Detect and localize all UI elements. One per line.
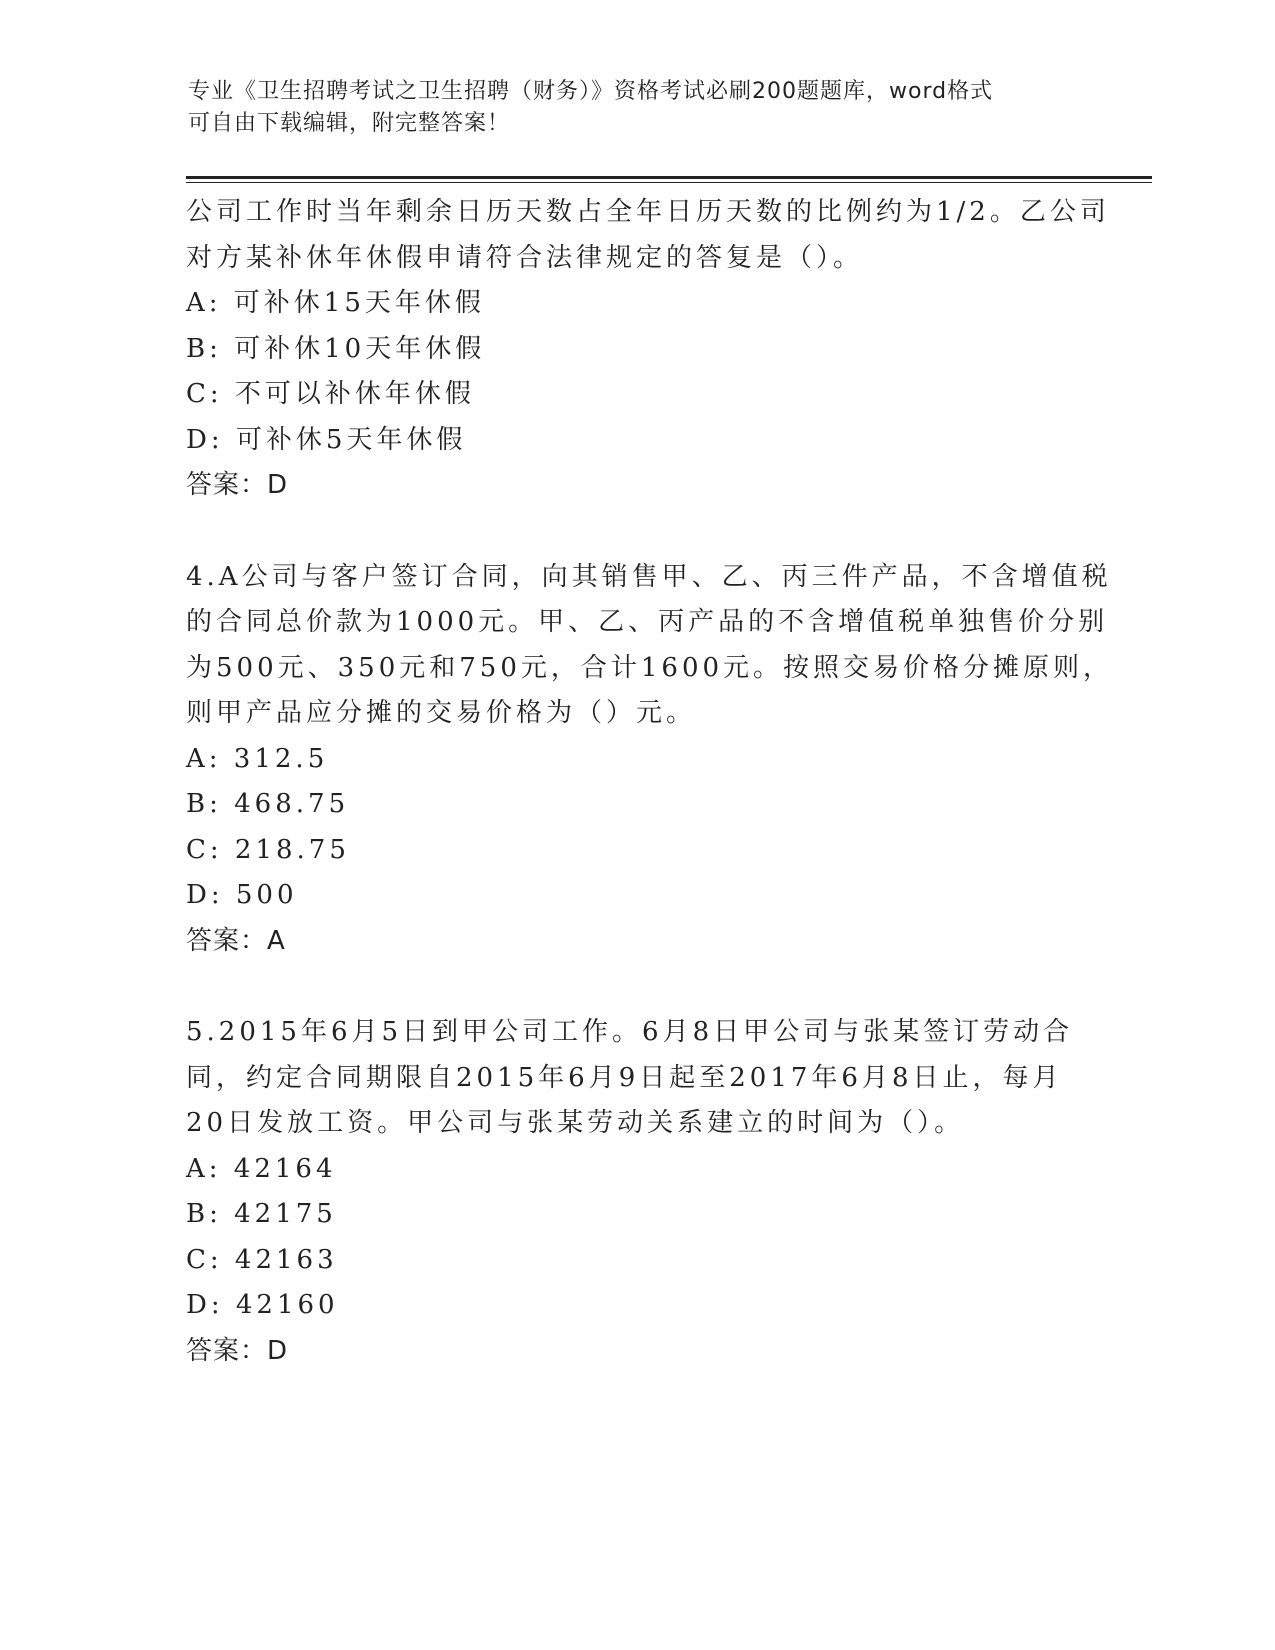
option-d: D: 可补休5天年休假 (186, 424, 467, 455)
header-title-line-1: 专业《卫生招聘考试之卫生招聘（财务）》资格考试必刷200题题库，word格式 (188, 79, 994, 104)
option-b: B: 可补休10天年休假 (186, 333, 486, 364)
answer-line: 答案：D (186, 1335, 289, 1366)
option-c: C: 218.75 (186, 834, 350, 865)
answer-line: 答案：D (186, 470, 289, 500)
question-stem-line: 4.A公司与客户签订合同，向其销售甲、乙、丙三件产品，不含增值税 (186, 561, 1112, 592)
option-b: B: 42175 (186, 1199, 337, 1229)
document-body (186, 190, 1114, 1374)
question-stem-line: 20日发放工资。甲公司与张某劳动关系建立的时间为（）。 (186, 1108, 965, 1138)
answer-line: 答案：A (186, 925, 286, 956)
question-stem-line: 为500元、350元和750元，合计1600元。按照交易价格分摊原则， (186, 652, 1114, 683)
header-title-line-2: 可自由下载编辑，附完整答案！ (188, 111, 511, 136)
question-3 (186, 190, 1110, 509)
option-c: C: 42163 (186, 1244, 338, 1275)
option-a: A: 42164 (186, 1153, 337, 1184)
question-spacer (186, 509, 1086, 555)
header-divider-thick (186, 176, 1152, 179)
question-spacer (186, 964, 1086, 1010)
question-stem-line: 同，约定合同期限自2015年6月9日起至2017年6月8日止，每月 (186, 1062, 1063, 1093)
option-c: C: 不可以补休年休假 (186, 379, 475, 409)
question-4 (186, 555, 1114, 965)
question-5 (186, 1010, 1086, 1374)
document-header (188, 76, 1088, 140)
header-divider-thin (186, 182, 1152, 183)
option-d: D: 500 (186, 880, 298, 910)
option-a: A: 312.5 (186, 743, 329, 774)
question-stem-line: 对方某补休年休假申请符合法律规定的答复是（）。 (186, 242, 864, 273)
option-d: D: 42160 (186, 1290, 339, 1320)
question-stem-line: 则甲产品应分摊的交易价格为（）元。 (186, 698, 697, 728)
question-stem-line: 公司工作时当年剩余日历天数占全年日历天数的比例约为1/2。乙公司 (186, 197, 1110, 227)
option-a: A: 可补休15天年休假 (186, 288, 485, 318)
question-stem-line: 的合同总价款为1000元。甲、乙、丙产品的不含增值税单独售价分别 (186, 607, 1109, 637)
option-b: B: 468.75 (186, 789, 350, 819)
question-stem-line: 5.2015年6月5日到甲公司工作。6月8日甲公司与张某签订劳动合 (186, 1017, 1074, 1047)
